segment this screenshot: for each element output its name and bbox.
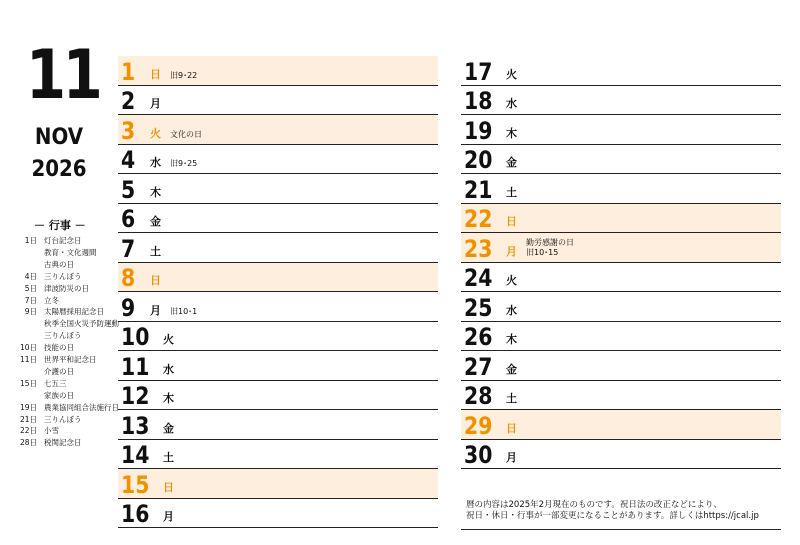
day-number: 14: [121, 441, 150, 469]
weekday: 木: [506, 126, 517, 140]
footer-note-line2: 祝日・休日・行事が一部変更になることがあります。詳しくはhttps://jcal.jp: [466, 511, 759, 521]
event-text: 太陽暦採用記念日: [44, 307, 104, 317]
weekday: 金: [506, 156, 517, 169]
day-row: [461, 351, 781, 381]
weekday: 金: [163, 421, 174, 435]
day-row: [461, 440, 781, 470]
weekday: 日: [150, 274, 161, 287]
weekday: 土: [163, 451, 174, 464]
event-day: 7日: [24, 295, 37, 305]
weekday: 火: [506, 67, 517, 81]
day-row: [461, 381, 781, 411]
event-text: 七五三: [44, 378, 67, 388]
day-note: 旧9･22: [170, 70, 198, 80]
day-row: [118, 204, 438, 234]
day-row: [118, 145, 438, 175]
day-holiday-name: 勤労感謝の日: [526, 238, 574, 247]
day-note: 旧10･15: [526, 247, 559, 257]
day-row: [461, 204, 781, 234]
day-note: 文化の日: [170, 129, 202, 139]
day-note: 旧9･25: [170, 159, 198, 168]
day-number: 16: [121, 500, 150, 528]
day-row: [118, 174, 438, 204]
weekday: 土: [150, 244, 161, 258]
day-row: [118, 263, 438, 293]
weekday: 木: [163, 392, 174, 405]
weekday: 月: [506, 451, 517, 464]
event-text: 立冬: [44, 295, 59, 305]
day-row: [461, 410, 781, 440]
event-text: 教育・文化週間: [44, 247, 97, 257]
weekday: 土: [506, 392, 517, 405]
event-day: 21日: [19, 414, 37, 424]
day-number: 5: [121, 175, 136, 204]
day-row: [118, 351, 438, 381]
event-day: 11日: [19, 355, 37, 364]
event-day: 9日: [24, 307, 37, 317]
weekday: 木: [150, 185, 161, 199]
weekday: 水: [506, 303, 517, 317]
weekday: 月: [506, 244, 517, 258]
weekday: 月: [150, 303, 161, 317]
weekday: 火: [150, 126, 161, 140]
weekday: 水: [163, 362, 174, 376]
day-number: 30: [464, 441, 493, 469]
event-text: 古典の日: [44, 259, 74, 269]
day-row: [118, 499, 438, 529]
day-row: [118, 233, 438, 263]
day-row: [118, 322, 438, 352]
day-number: 6: [121, 205, 136, 233]
day-row: [118, 292, 438, 322]
day-row: [118, 410, 438, 440]
day-number: 2: [121, 87, 136, 115]
day-row: [461, 174, 781, 204]
weekday: 月: [163, 510, 174, 523]
day-number: 22: [464, 205, 493, 233]
event-day: 15日: [19, 378, 37, 388]
day-number: 10: [121, 323, 150, 351]
day-number: 3: [121, 116, 136, 145]
event-text: 家族の日: [44, 390, 74, 400]
weekday: 水: [150, 156, 161, 169]
day-row: [461, 263, 781, 293]
event-text: 三りんぼう: [44, 271, 82, 281]
footer-note: [461, 500, 781, 530]
day-row: [461, 115, 781, 145]
weekday: 日: [163, 480, 174, 494]
day-row: [461, 145, 781, 175]
weekday: 火: [163, 333, 174, 346]
day-number: 13: [121, 411, 150, 440]
day-note: 旧10･1: [170, 306, 198, 316]
day-row: [461, 56, 781, 86]
day-number: 1: [121, 57, 136, 86]
event-text: 津波防災の日: [44, 283, 89, 293]
day-number: 23: [464, 234, 493, 263]
day-row: [461, 86, 781, 116]
month-number: 11: [25, 36, 100, 115]
event-text: 三りんぼう: [44, 331, 82, 341]
day-number: 17: [464, 57, 493, 86]
day-number: 27: [464, 352, 493, 381]
day-row: [461, 322, 781, 352]
weekday: 金: [506, 362, 517, 376]
day-number: 20: [464, 146, 493, 174]
day-number: 9: [121, 293, 136, 322]
event-text: 小雪: [44, 426, 59, 436]
day-row: [118, 86, 438, 116]
day-row: [461, 292, 781, 322]
day-number: 4: [121, 146, 136, 174]
day-number: 11: [121, 352, 150, 381]
event-day: 5日: [24, 283, 37, 293]
day-number: 19: [464, 116, 493, 145]
event-text: 介護の日: [44, 366, 74, 376]
event-text: 世界平和記念日: [44, 355, 97, 364]
day-row: [118, 56, 438, 86]
event-text: 灯台記念日: [44, 236, 82, 245]
event-text: 三りんぼう: [44, 414, 82, 424]
event-day: 28日: [19, 438, 37, 448]
weekday: 日: [506, 215, 517, 228]
month-english: NOV: [34, 125, 84, 150]
event-day: 22日: [19, 426, 37, 436]
weekday: 土: [506, 185, 517, 199]
event-day: 19日: [19, 402, 37, 412]
day-row: [461, 233, 781, 263]
weekday: 木: [506, 333, 517, 346]
day-row: [118, 381, 438, 411]
event-text: 税関記念日: [44, 438, 82, 448]
event-day: 4日: [24, 271, 37, 281]
event-text: 秋季全国火災予防運動: [44, 319, 119, 329]
day-number: 29: [464, 411, 493, 440]
day-number: 21: [464, 175, 493, 204]
days-column-right: [461, 56, 781, 469]
day-number: 8: [121, 264, 136, 292]
day-number: 7: [121, 234, 136, 263]
day-number: 26: [464, 323, 493, 351]
day-number: 25: [464, 293, 493, 322]
weekday: 日: [150, 67, 161, 81]
footer-note-line1: 暦の内容は2025年2月現在のものです。祝日法の改正などにより、: [466, 500, 722, 510]
year: 2026: [31, 157, 87, 182]
days-column-left: [118, 56, 438, 528]
weekday: 火: [506, 274, 517, 287]
day-number: 12: [121, 382, 150, 410]
event-day: 10日: [19, 343, 37, 353]
events-title: － 行事 －: [34, 219, 86, 232]
weekday: 月: [150, 97, 161, 110]
weekday: 水: [506, 97, 517, 110]
day-number: 24: [464, 264, 493, 292]
day-number: 15: [121, 470, 150, 499]
day-row: [118, 469, 438, 499]
event-text: 技能の日: [44, 343, 74, 353]
day-number: 28: [464, 382, 493, 410]
day-number: 18: [464, 87, 493, 115]
weekday: 日: [506, 421, 517, 435]
day-row: [118, 440, 438, 470]
day-row: [118, 115, 438, 145]
event-text: 農業協同組合法施行日: [44, 402, 119, 412]
event-day: 1日: [24, 236, 37, 245]
weekday: 金: [150, 215, 161, 228]
